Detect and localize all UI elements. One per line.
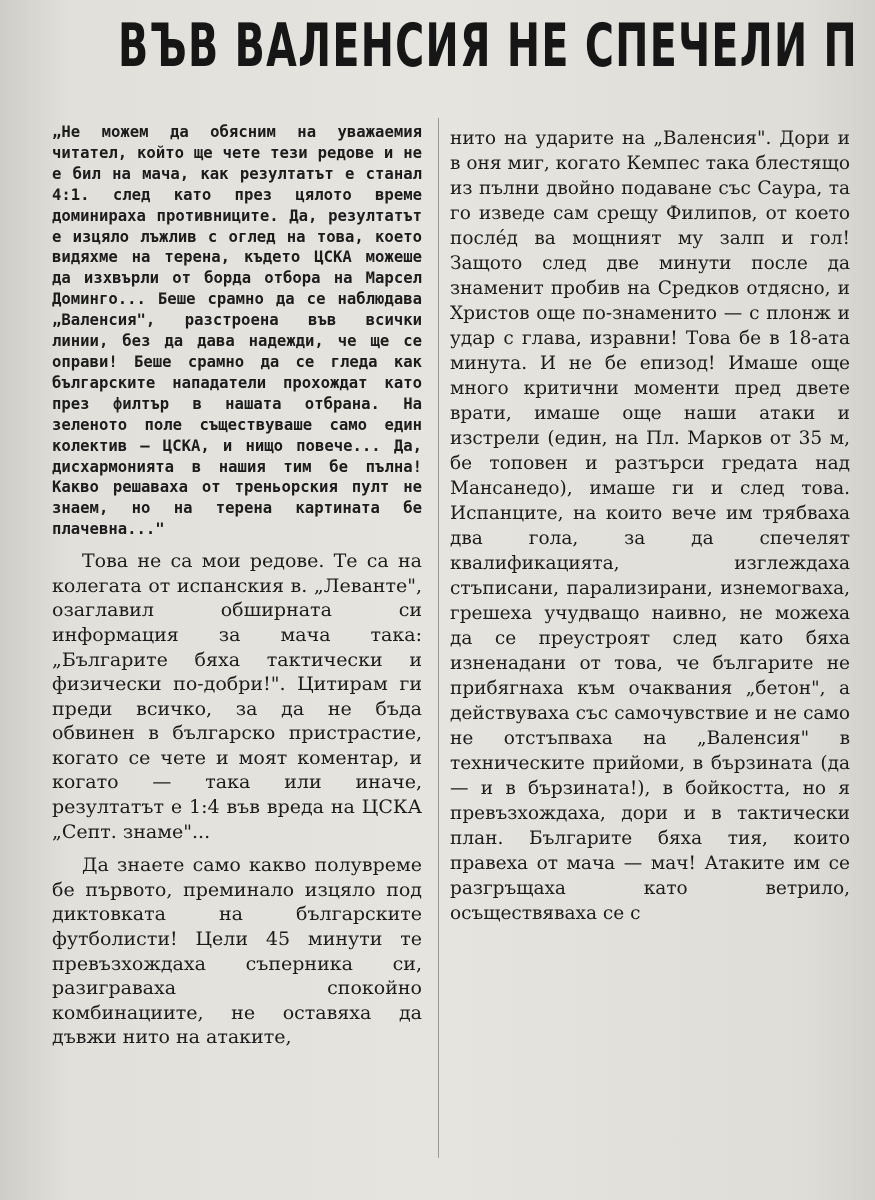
lead-quote: „Не можем да обясним на уважаемия читател, който ще чете тези редове и не е бил на мача, как резултатът е станал 4:1. след като през цялото време доминираха противниците. Да, резултатът е изцяло лъжлив с оглед на това, което видяхме на терена, където ЦСКА можеше да изхвърли от борда отбора на Марсел Доминго... Беше срамно да се наблюдава „Валенсия", разстроена във всички линии, без да дава надежди, че ще се оправи! Беше срамно да се гледа как българските нападатели прохождат като през филтър в нашата отбрана. На зеленото поле съществуваше само един колектив — ЦСКА, и нищо повече... Да, дисхармонията в нашия тим бе пълна! Какво решаваха от треньорския пулт не знаем, но на терена картината бе плачевна..." bbox=[52, 123, 422, 539]
column-divider bbox=[438, 118, 439, 1158]
headline: ВЪВ ВАЛЕНСИЯ НЕ СПЕЧЕЛИ П bbox=[118, 11, 859, 81]
paragraph-match-description: нито на ударите на „Валенсия". Дори и в оня миг, когато Кемпес така блестящо из пълни двойно подаване със Саура, та го изведе сам срещу Филипов, от което после́д ва мощният му залп и гол! Защото след две минути после да знаменит пробив на Средков отдясно, и Христов още по-знаменито — с плонж и удар с глава, изравни! Това бе в 18-ата минута. И не бе епизод! Имаше още много критични моменти пред двете врати, имаше още наши атаки и изстрели (един, на Пл. Марков от 35 м, бе топовен и разтърси гредата над Мансанедо), имаше ги и след това. Испанците, на които вече им трябваха два гола, за да спечелят квалификацията, изглеждаха стъписани, парализирани, изнемогваха, грешеха учудващо наивно, не можеха да се преустроят след като бяха изненадани от това, че българите не прибягнаха към очаквания „бетон", а действуваха със самочувствие и не само не отстъпваха на „Валенсия" в техническите прийоми, в бързината (да — и в бързината!), в бойкостта, но я превъзхождаха, дори и в тактически план. Българите бяха тия, които правеха от мача — мач! Атаките им се разгръщаха като ветрило, осъществяваха се с bbox=[450, 128, 850, 924]
right-column bbox=[450, 126, 850, 926]
paragraph-first-half: Да знаете само какво полувреме бе първото, преминало изцяло под диктовката на българските футболисти! Цели 45 минути те превъзхождаха съперника си, разиграваха спокойно комбинациите, не оставяха да дъвжи нито на атаките, bbox=[52, 854, 422, 1049]
paragraph-quote-source: Това не са мои редове. Те са на колегата от испанския в. „Леванте", озаглавил обширната си информация за мача така: „Българите бяха тактически и физически по-добри!". Цитирам ги преди всичко, за да не бъда обвинен в българско пристрастие, когато се чете и моят коментар, и когато — така или иначе, резултатът е 1:4 във вреда на ЦСКА „Септ. знаме"... bbox=[52, 550, 422, 843]
left-column bbox=[52, 118, 422, 1050]
